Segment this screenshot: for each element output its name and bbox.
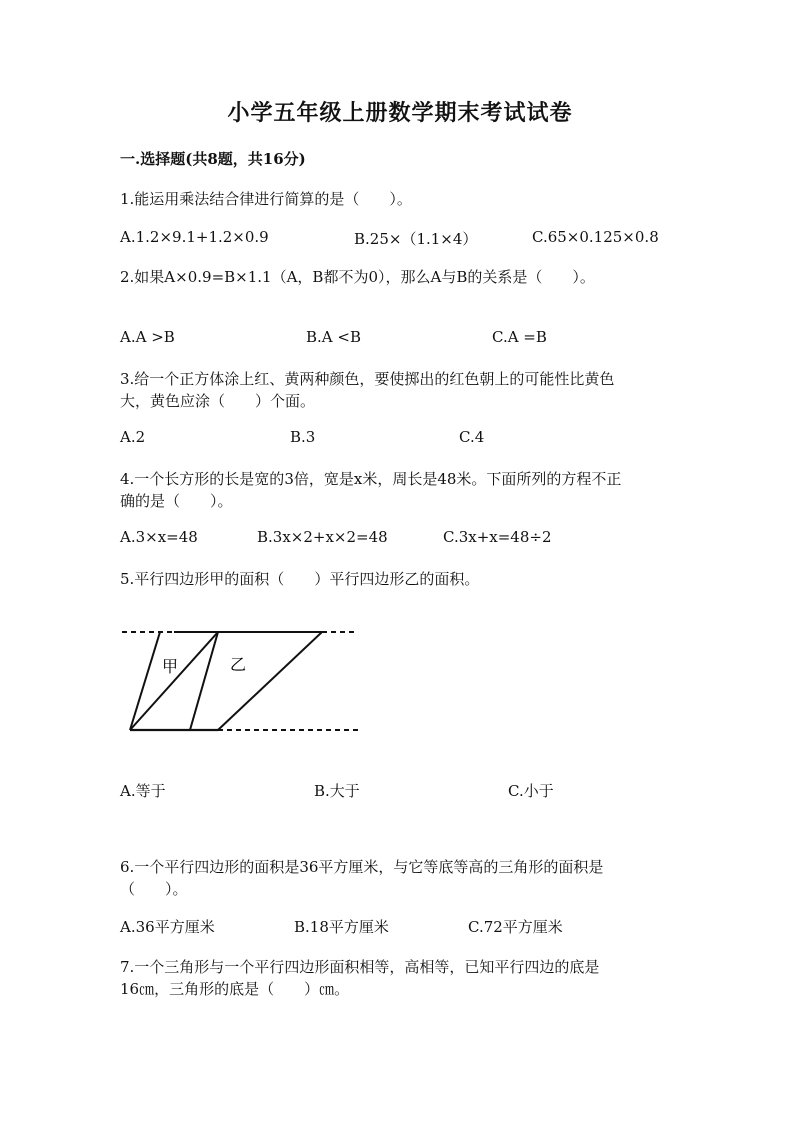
q2-option-c: C.A =B [492, 328, 547, 346]
q1-option-a: A.1.2×9.1+1.2×0.9 [120, 228, 269, 246]
q1-option-b: B.25×（1.1×4） [354, 230, 478, 248]
question-6-line-2: （ ）。 [120, 880, 188, 898]
question-5: 5.平行四边形甲的面积（ ）平行四边形乙的面积。 [120, 570, 480, 588]
page-title: 小学五年级上册数学期末考试试卷 [227, 100, 573, 126]
label-yi: 乙 [230, 655, 247, 674]
question-7-line-2: 16㎝，三角形的底是（ ）㎝。 [120, 980, 350, 998]
question-4-line-1: 4.一个长方形的长是宽的3倍，宽是x米，周长是48米。下面所列的方程不正 [120, 470, 622, 488]
parallelogram-jia-left-side [130, 632, 160, 730]
parallelogram-yi-right-side [218, 632, 322, 730]
q5-option-b: B.大于 [314, 782, 360, 800]
parallelogram-figure [122, 620, 362, 740]
q6-option-b: B.18平方厘米 [294, 918, 389, 936]
q4-option-b: B.3x×2+x×2=48 [257, 528, 388, 546]
section-heading: 一.选择题(共8题，共16分) [120, 150, 306, 168]
q4-option-c: C.3x+x=48÷2 [443, 528, 552, 546]
q3-option-b: B.3 [290, 428, 316, 446]
question-3-line-2: 大，黄色应涂（ ）个面。 [120, 392, 316, 410]
question-4-line-2: 确的是（ ）。 [120, 492, 233, 510]
label-jia: 甲 [162, 657, 179, 676]
q2-option-a: A.A >B [120, 328, 175, 346]
question-3-line-1: 3.给一个正方体涂上红、黄两种颜色，要使掷出的红色朝上的可能性比黄色 [120, 370, 615, 388]
q2-option-b: B.A <B [306, 328, 361, 346]
q1-option-c: C.65×0.125×0.8 [532, 228, 659, 246]
question-6-line-1: 6.一个平行四边形的面积是36平方厘米，与它等底等高的三角形的面积是 [120, 858, 604, 876]
question-1: 1.能运用乘法结合律进行简算的是（ ）。 [120, 190, 412, 208]
question-2: 2.如果A×0.9=B×1.1（A，B都不为0），那么A与B的关系是（ ）。 [120, 268, 595, 286]
q3-option-a: A.2 [120, 428, 146, 446]
q6-option-a: A.36平方厘米 [120, 918, 215, 936]
q3-option-c: C.4 [459, 428, 485, 446]
q4-option-a: A.3×x=48 [120, 528, 198, 546]
question-7-line-1: 7.一个三角形与一个平行四边形面积相等，高相等，已知平行四边的底是 [120, 958, 600, 976]
q5-option-a: A.等于 [120, 782, 166, 800]
q5-option-c: C.小于 [508, 782, 554, 800]
q6-option-c: C.72平方厘米 [468, 918, 563, 936]
